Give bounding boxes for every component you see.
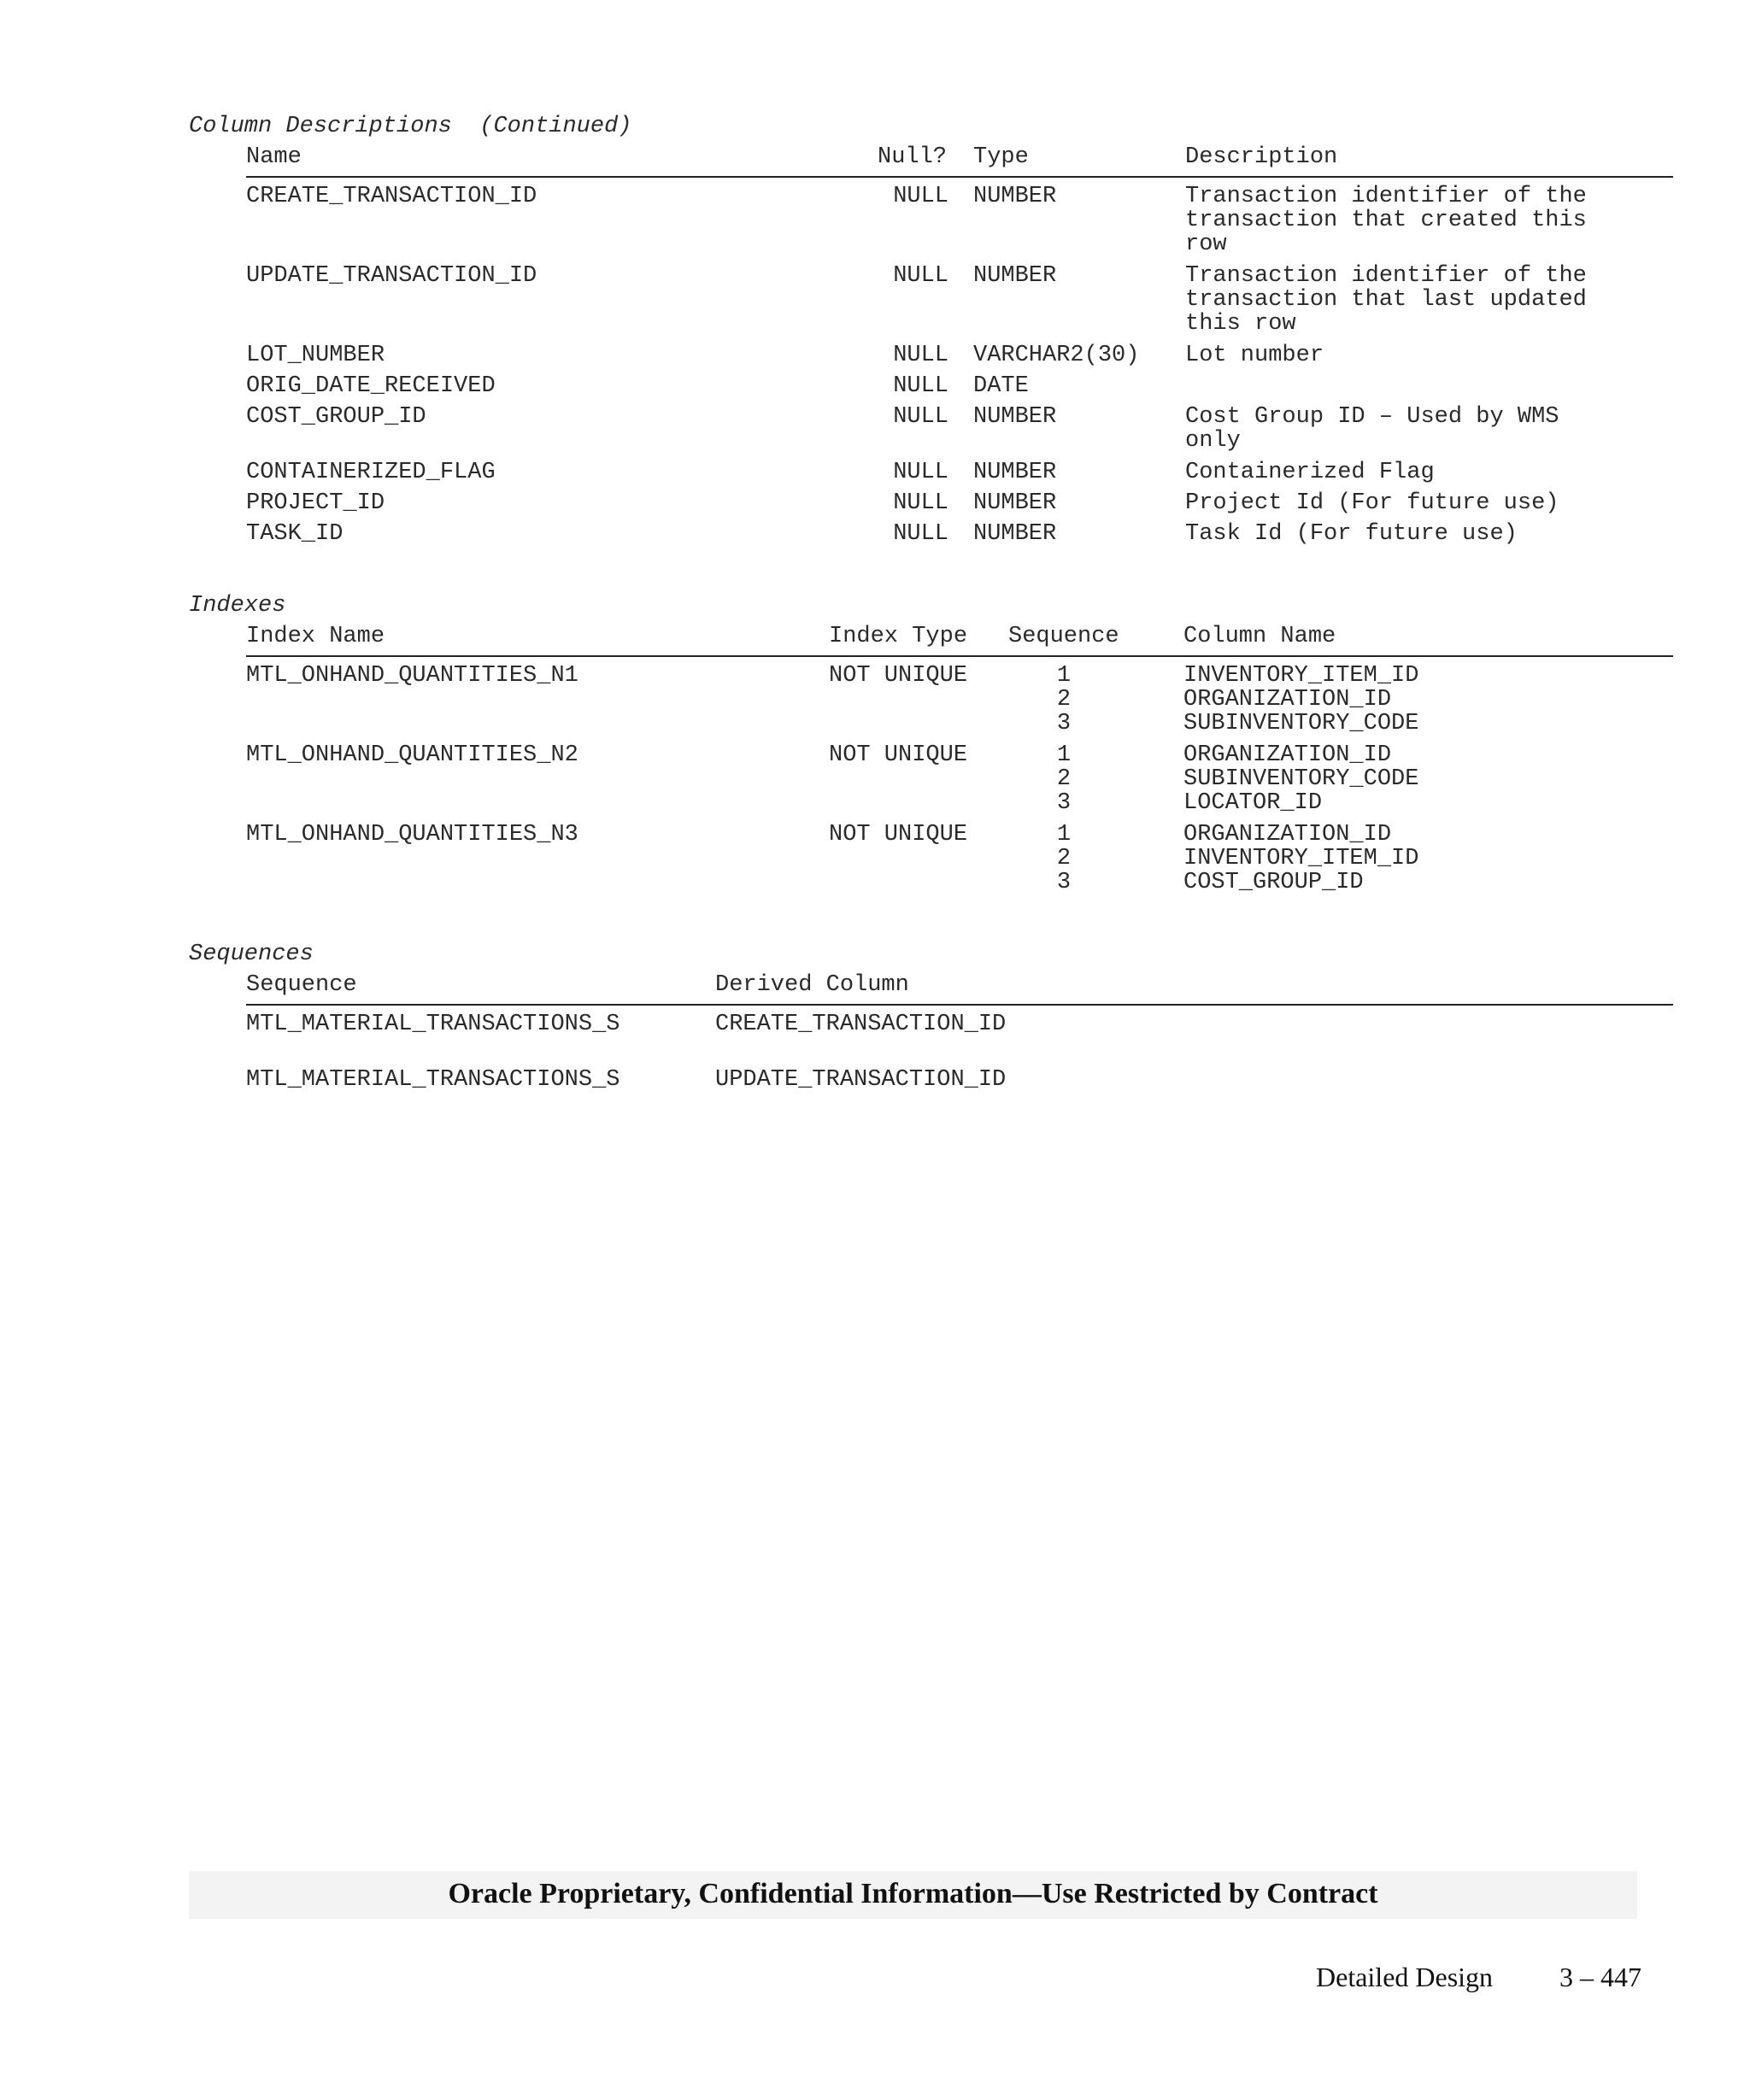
column-type: NUMBER: [973, 460, 1057, 485]
column-type: NUMBER: [973, 263, 1057, 289]
indexes-header: [246, 625, 1673, 657]
column-null: NULL: [893, 490, 948, 516]
index-sequence: 3: [1056, 790, 1072, 816]
header-null: Null?: [878, 144, 948, 170]
sequences-title: Sequences: [189, 941, 314, 967]
column-description: Task Id (For future use): [1185, 521, 1518, 547]
index-column: SUBINVENTORY_CODE: [1183, 711, 1419, 736]
index-column: SUBINVENTORY_CODE: [1183, 766, 1419, 792]
derived-column: CREATE_TRANSACTION_ID: [715, 1012, 1007, 1037]
column-description: Transaction identifier of the transaction that last updated this row: [1185, 263, 1587, 337]
index-sequence: 2: [1056, 766, 1072, 792]
column-null: NULL: [893, 263, 948, 289]
column-name: UPDATE_TRANSACTION_ID: [246, 263, 537, 289]
index-name: MTL_ONHAND_QUANTITIES_N2: [246, 742, 578, 768]
columns-header: [246, 145, 1673, 178]
index-column: ORGANIZATION_ID: [1183, 742, 1392, 768]
column-description: Cost Group ID – Used by WMS only: [1185, 404, 1559, 454]
column-name: LOT_NUMBER: [246, 343, 385, 368]
column-type: VARCHAR2(30): [973, 343, 1140, 368]
header-type: Type: [973, 144, 1029, 170]
column-type: NUMBER: [973, 184, 1057, 209]
column-name: CREATE_TRANSACTION_ID: [246, 184, 537, 209]
column-name: PROJECT_ID: [246, 490, 385, 516]
index-column: INVENTORY_ITEM_ID: [1183, 663, 1419, 689]
column-name: ORIG_DATE_RECEIVED: [246, 373, 496, 399]
column-description: Project Id (For future use): [1185, 490, 1559, 516]
index-name: MTL_ONHAND_QUANTITIES_N1: [246, 663, 578, 689]
index-column: ORGANIZATION_ID: [1183, 822, 1392, 848]
index-type: NOT UNIQUE: [829, 663, 968, 689]
index-sequence: 3: [1056, 711, 1072, 736]
section-name: Detailed Design: [1316, 1962, 1494, 1992]
index-column: COST_GROUP_ID: [1183, 870, 1364, 895]
column-type: DATE: [973, 373, 1029, 399]
column-null: NULL: [893, 521, 948, 547]
header-derived-column: Derived Column: [715, 972, 909, 998]
column-type: NUMBER: [973, 521, 1057, 547]
indexes-title: Indexes: [189, 593, 286, 619]
header-sequence: Sequence: [246, 972, 357, 998]
index-sequence: 1: [1056, 742, 1072, 768]
index-column: LOCATOR_ID: [1183, 790, 1323, 816]
index-sequence: 2: [1056, 846, 1072, 871]
sequence-name: MTL_MATERIAL_TRANSACTIONS_S: [246, 1067, 620, 1093]
column-type: NUMBER: [973, 404, 1057, 430]
column-name: TASK_ID: [246, 521, 344, 547]
header-index-type: Index Type: [829, 624, 968, 649]
sequence-name: MTL_MATERIAL_TRANSACTIONS_S: [246, 1012, 620, 1037]
index-sequence: 1: [1056, 822, 1072, 848]
sequences-header: [246, 973, 1673, 1006]
index-column: INVENTORY_ITEM_ID: [1183, 846, 1419, 871]
column-type: NUMBER: [973, 490, 1057, 516]
confidential-banner: [189, 1871, 1637, 1919]
index-column: ORGANIZATION_ID: [1183, 687, 1392, 713]
page-number: 3 – 447: [1559, 1962, 1641, 1992]
column-name: CONTAINERIZED_FLAG: [246, 460, 496, 485]
derived-column: UPDATE_TRANSACTION_ID: [715, 1067, 1007, 1093]
column-name: COST_GROUP_ID: [246, 404, 426, 430]
column-description: Containerized Flag: [1185, 460, 1435, 485]
header-name: Name: [246, 144, 302, 170]
index-sequence: 1: [1056, 663, 1072, 689]
column-null: NULL: [893, 373, 948, 399]
column-null: NULL: [893, 460, 948, 485]
index-type: NOT UNIQUE: [829, 822, 968, 848]
column-null: NULL: [893, 343, 948, 368]
index-type: NOT UNIQUE: [829, 742, 968, 768]
header-column-name: Column Name: [1183, 624, 1336, 649]
column-null: NULL: [893, 184, 948, 209]
index-name: MTL_ONHAND_QUANTITIES_N3: [246, 822, 578, 848]
column-descriptions-title: Column Descriptions (Continued): [189, 114, 632, 139]
column-null: NULL: [893, 404, 948, 430]
column-description: Lot number: [1185, 343, 1324, 368]
column-description: Transaction identifier of the transaction that created this row: [1185, 184, 1587, 257]
header-index-name: Index Name: [246, 624, 385, 649]
index-sequence: 3: [1056, 870, 1072, 895]
confidential-notice: Oracle Proprietary, Confidential Information––Use Restricted by Contract: [448, 1878, 1378, 1909]
index-sequence: 2: [1056, 687, 1072, 713]
header-sequence: Sequence: [1008, 624, 1119, 649]
header-description: Description: [1185, 144, 1338, 170]
